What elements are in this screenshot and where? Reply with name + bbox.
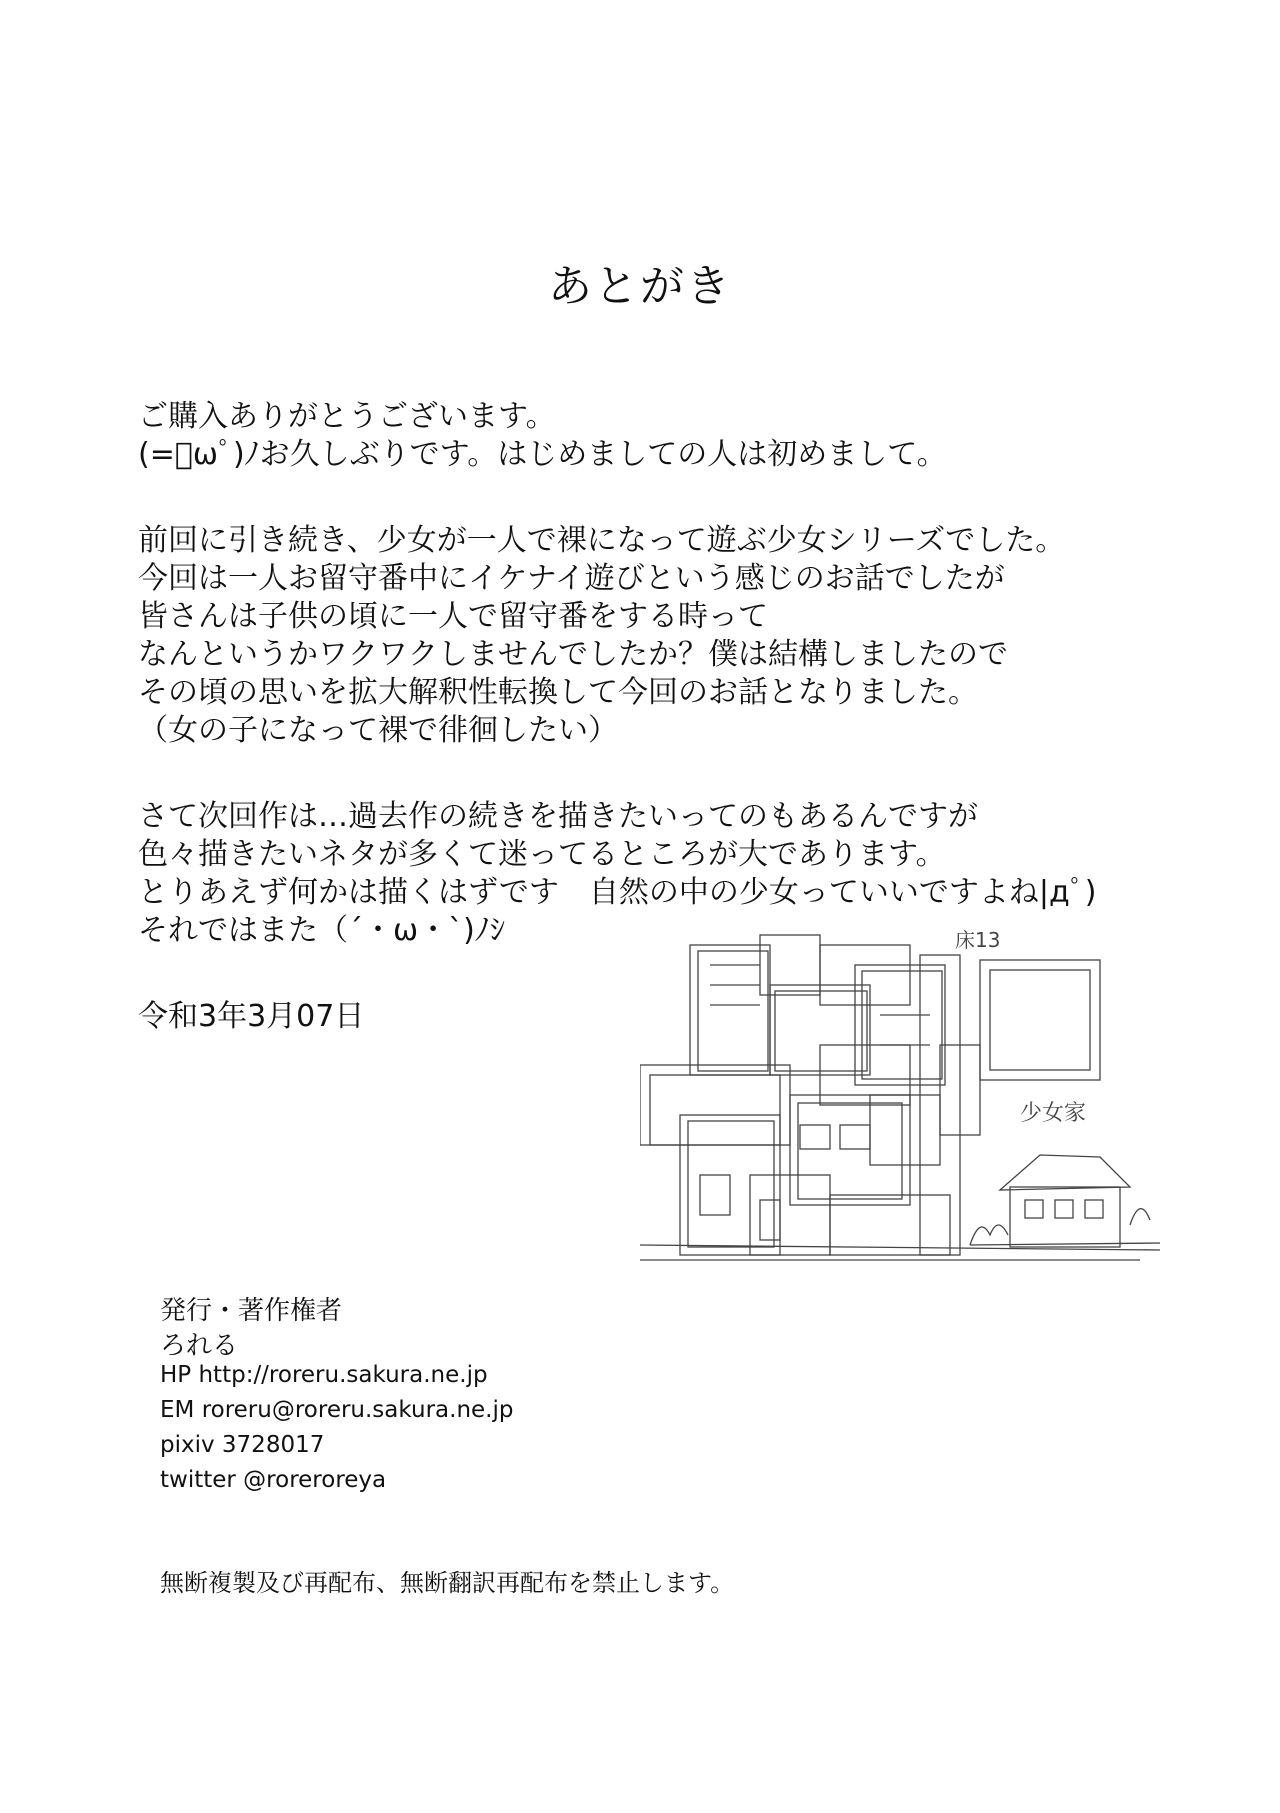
pixiv-id: pixiv 3728017: [160, 1432, 325, 1458]
body-line: 今回は一人お留守番中にイケナイ遊びという感じのお話でしたが: [138, 561, 1005, 596]
body-line: なんというかワクワクしませんでしたか？僕は結構しましたので: [138, 637, 1008, 672]
body-line: (=ﾟωﾟ)ﾉお久しぶりです。はじめましての人は初めまして。: [138, 437, 947, 472]
sketch-note-house: 少女家: [1020, 1101, 1087, 1126]
body-line: （女の子になって裸で徘徊したい）: [138, 713, 618, 748]
sketch-note-top: 床13: [955, 928, 1001, 952]
body-line: 色々描きたいネタが多くて迷ってるところが大であります。: [138, 837, 946, 872]
body-line: とりあえず何かは描くはずです 自然の中の少女っていいですよね|дﾟ): [138, 875, 1097, 910]
body-line: それではまた（´・ω・`)ﾉｼ: [138, 913, 505, 948]
body-line: 皆さんは子供の頃に一人で留守番をする時って: [138, 599, 768, 634]
body-line: 前回に引き続き、少女が一人で裸になって遊ぶ少女シリーズでした。: [138, 523, 1066, 558]
twitter-handle: twitter @roreroreya: [160, 1467, 387, 1493]
body-line: ご購入ありがとうございます。: [138, 399, 556, 434]
body-line: さて次回作は…過去作の続きを描きたいってのもあるんですが: [138, 799, 978, 834]
body-line: その頃の思いを拡大解釈性転換して今回のお話となりました。: [138, 675, 978, 710]
date-line: 令和3年3月07日: [138, 999, 365, 1034]
email-address: EM roreru@roreru.sakura.ne.jp: [160, 1397, 514, 1423]
copyright-notice: 無断複製及び再配布、無断翻訳再配布を禁止します。: [160, 1569, 735, 1597]
town-sketch-illustration: [640, 925, 1160, 1270]
homepage-link: HP http://roreru.sakura.ne.jp: [160, 1362, 488, 1388]
page-title: あとがき: [548, 261, 732, 312]
author-name: ろれる: [160, 1331, 239, 1361]
publisher-label: 発行・著作権者: [160, 1296, 343, 1326]
